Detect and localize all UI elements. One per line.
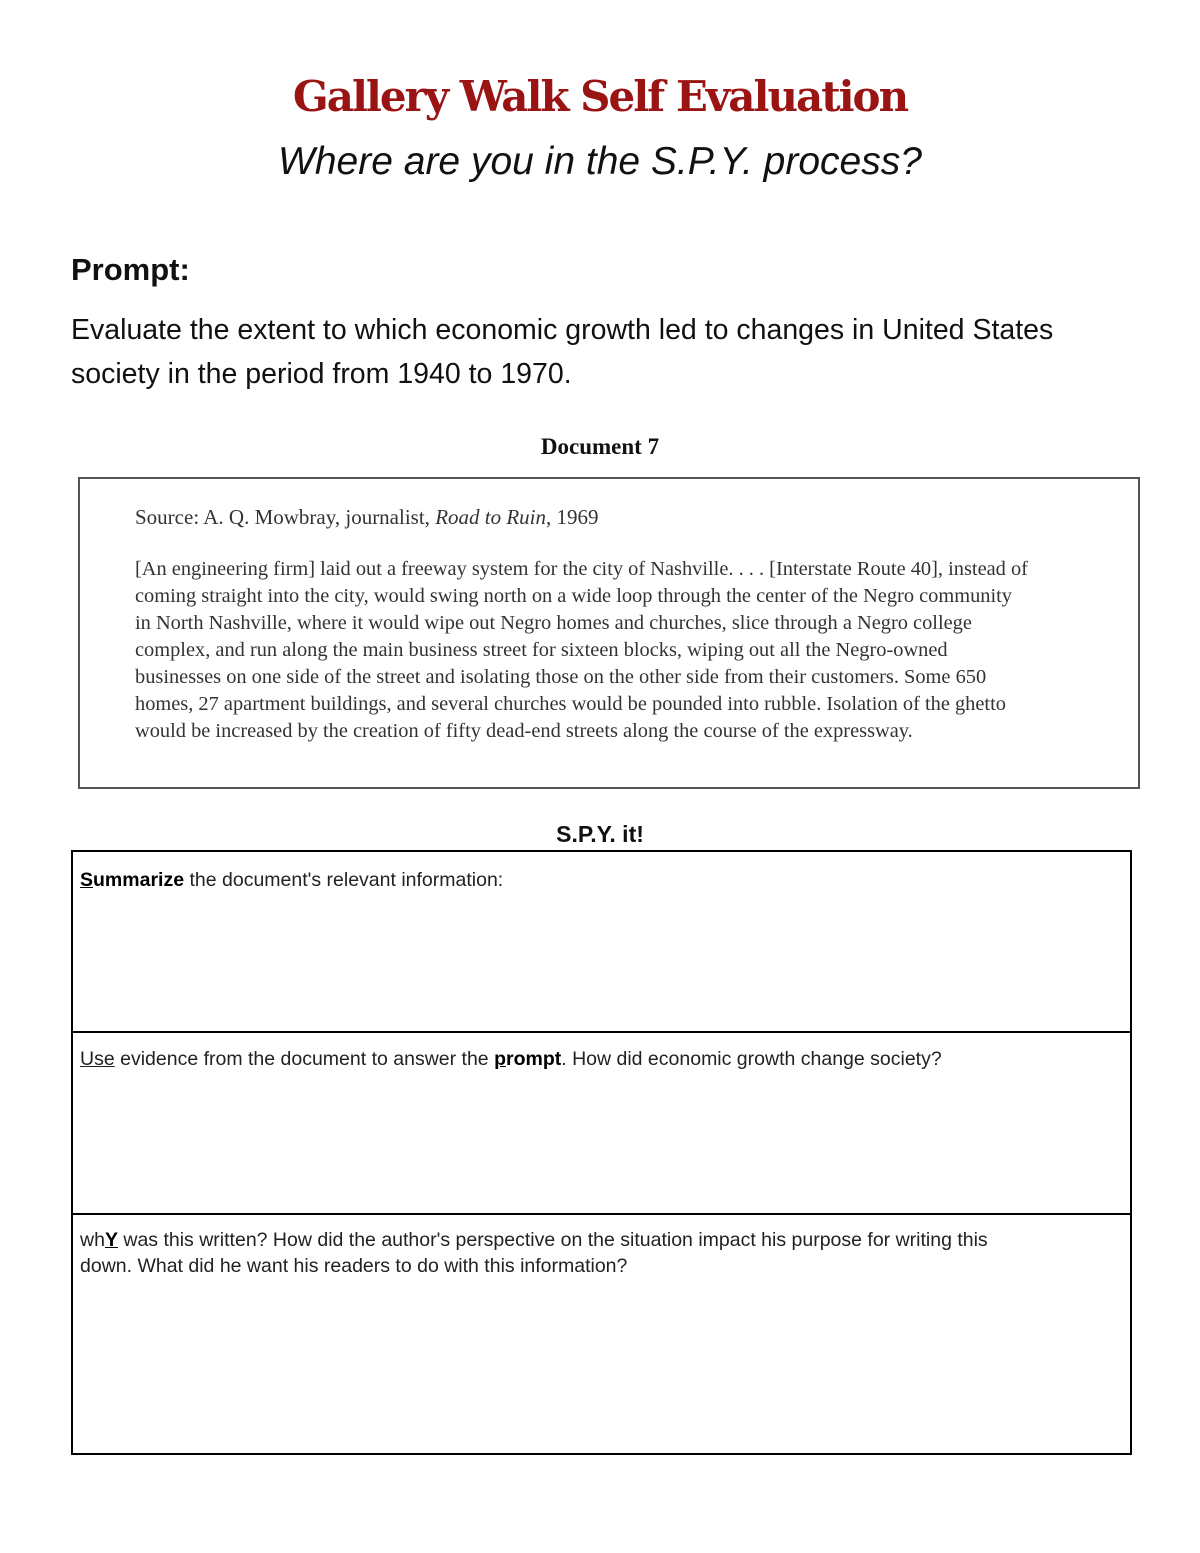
document-body-line: coming straight into the city, would swing north on a wide loop through the center of the Negro community (135, 585, 1013, 607)
document-body-line: businesses on one side of the street and isolating those on the other side from their customers. Some 650 (135, 666, 987, 688)
document-body-line: [An engineering firm] laid out a freeway system for the city of Nashville. . . . [Interstate Route 40], instead of (135, 558, 1028, 580)
document-heading: Document 7 (540, 434, 660, 459)
use-text-before: evidence from the document to answer the (114, 1048, 495, 1070)
summarize-key-letter: S (80, 869, 94, 891)
why-line-1: was this written? How did the author's perspective on the situation impact his purpose for writing this (117, 1229, 988, 1251)
source-suffix: , 1969 (546, 505, 599, 529)
prompt-key-letter: p (494, 1048, 506, 1070)
spy-table (71, 850, 1132, 1455)
page-subtitle: Where are you in the S.P.Y. process? (278, 140, 922, 183)
summarize-answer-cell[interactable] (73, 852, 1130, 1033)
use-answer-cell[interactable] (73, 1033, 1130, 1215)
why-line-2: down. What did he want his readers to do with this information? (80, 1255, 628, 1277)
why-key-letter: Y (104, 1229, 118, 1251)
use-key: Use (80, 1048, 115, 1070)
use-text-after: . How did economic growth change society? (561, 1048, 942, 1070)
summarize-key-rest: ummarize (93, 869, 185, 891)
page-title: Gallery Walk Self Evaluation (292, 72, 908, 121)
why-prefix: wh (80, 1229, 105, 1251)
prompt-text: Evaluate the extent to which economic growth led to changes in United States society in the period from 1940 to 1970. (71, 314, 1054, 390)
spy-heading: S.P.Y. it! (556, 821, 644, 847)
document-body-line: complex, and run along the main business street for sixteen blocks, wiping out all the Negro-owned (135, 639, 948, 661)
document-body-line: would be increased by the creation of fifty dead-end streets along the course of the expressway. (135, 720, 913, 742)
use-instruction (80, 1046, 1100, 1072)
document-excerpt-box (78, 477, 1140, 789)
document-source (135, 505, 599, 530)
document-body-line: homes, 27 apartment buildings, and several churches would be pounded into rubble. Isolation of the ghetto (135, 693, 1006, 715)
source-title: Road to Ruin (435, 505, 547, 529)
why-instruction (80, 1227, 1100, 1279)
why-answer-cell[interactable] (73, 1215, 1130, 1453)
summarize-instruction (80, 867, 1100, 893)
summarize-text: the document's relevant information: (184, 869, 504, 891)
prompt-label: Prompt: (71, 252, 190, 287)
source-prefix: Source: A. Q. Mowbray, journalist, (135, 505, 436, 529)
document-body-line: in North Nashville, where it would wipe out Negro homes and churches, slice through a Negro college (135, 612, 972, 634)
prompt-key-rest: rompt (505, 1048, 562, 1070)
document-body (135, 556, 1135, 745)
